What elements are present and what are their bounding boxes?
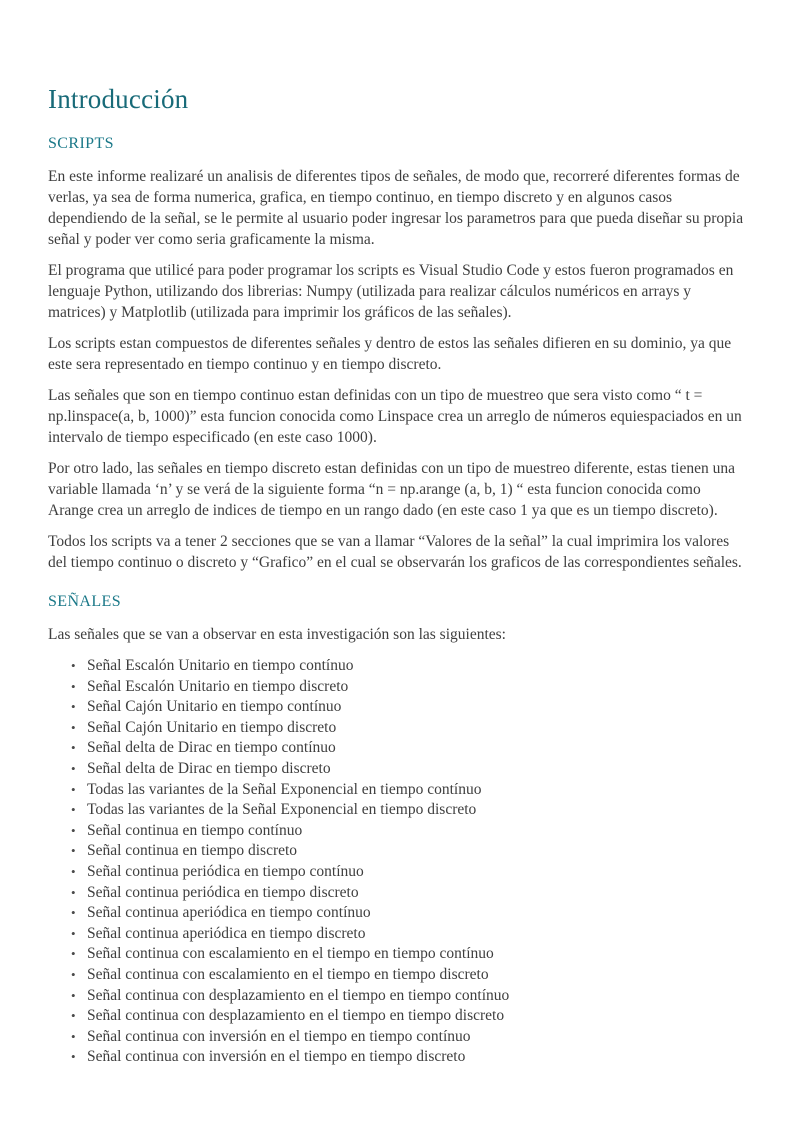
list-item-label: Señal continua en tiempo discreto — [87, 842, 298, 860]
list-item-label: Señal continua con inversión en el tiempo en tiempo contínuo — [87, 1027, 471, 1045]
list-item — [71, 965, 745, 986]
list-item — [71, 924, 745, 945]
list-item-label: Señal continua con inversión en el tiempo en tiempo discreto — [87, 1048, 466, 1066]
list-item-label: Señal continua aperiódica en tiempo contínuo — [87, 904, 371, 922]
list-item-label: Señal continua con desplazamiento en el tiempo en tiempo discreto — [87, 1007, 505, 1025]
list-item — [71, 759, 745, 780]
bullet-icon: • — [71, 946, 76, 962]
bullet-icon: • — [71, 966, 76, 982]
section-heading-senales: SEÑALES — [48, 593, 122, 610]
list-item-label: Señal Cajón Unitario en tiempo discreto — [87, 718, 337, 736]
paragraph: El programa que utilicé para poder programar los scripts es Visual Studio Code y estos fueron programados en lenguaje Python, utilizando dos librerias: Numpy (utilizada para realizar cálculos numéricos en arrays y matrices) y Matplotlib (utilizada para imprimir los gráficos de las señales). — [48, 262, 734, 321]
list-item-label: Señal continua con escalamiento en el tiempo en tiempo contínuo — [87, 945, 494, 963]
paragraph: Todos los scripts va a tener 2 secciones que se van a llamar “Valores de la señal” la cual imprimira los valores del tiempo continuo o discreto y “Grafico” en el cual se observarán los graficos de las correspondientes señales. — [48, 533, 742, 571]
list-item — [71, 903, 745, 924]
list-item — [71, 656, 745, 677]
list-item-label: Señal continua periódica en tiempo contínuo — [87, 862, 364, 880]
list-item — [71, 1027, 745, 1048]
bullet-icon: • — [71, 843, 76, 859]
paragraph: Por otro lado, las señales en tiempo discreto estan definidas con un tipo de muestreo diferente, estas tienen una variable llamada ‘n’ y se verá de la siguiente forma “n = np.arange (a, b, 1) “ esta funcion conocida como Arange crea un arreglo de indices de tiempo en un rango dado (en este caso 1 ya que es un tiempo discreto). — [48, 460, 735, 519]
paragraph: En este informe realizaré un analisis de diferentes tipos de señales, de modo que, recorreré diferentes formas de verlas, ya sea de forma numerica, grafica, en tiempo continuo, en tiempo discreto y en algunos casos dependiendo de la señal, se le permite al usuario poder ingresar los parametros para que pueda diseñar su propia señal y poder ver como seria graficamente la misma. — [48, 168, 744, 248]
bullet-icon: • — [71, 884, 76, 900]
list-item-label: Señal continua con escalamiento en el tiempo en tiempo discreto — [87, 965, 489, 983]
bullet-icon: • — [71, 863, 76, 879]
bullet-icon: • — [71, 760, 76, 776]
list-item-label: Señal continua con desplazamiento en el tiempo en tiempo contínuo — [87, 986, 510, 1004]
list-item-label: Señal Cajón Unitario en tiempo contínuo — [87, 698, 342, 716]
list-item — [71, 1047, 745, 1068]
bullet-icon: • — [71, 658, 76, 673]
list-item — [71, 718, 745, 739]
bullet-icon: • — [71, 822, 76, 838]
list-intro: Las señales que se van a observar en esta investigación son las siguientes: — [48, 626, 506, 643]
list-item — [71, 821, 745, 842]
list-item-label: Señal Escalón Unitario en tiempo contínuo — [87, 657, 354, 674]
list-item-label: Señal continua en tiempo contínuo — [87, 821, 303, 839]
list-item — [71, 862, 745, 883]
list-item-label: Señal delta de Dirac en tiempo contínuo — [87, 739, 336, 757]
bullet-icon: • — [71, 678, 76, 694]
bullet-icon: • — [71, 925, 76, 941]
section-heading-scripts: SCRIPTS — [48, 135, 114, 152]
list-item — [71, 697, 745, 718]
bullet-icon: • — [71, 1028, 76, 1044]
list-item — [71, 738, 745, 759]
list-item — [71, 841, 745, 862]
bullet-icon: • — [71, 740, 76, 756]
list-item — [71, 986, 745, 1007]
list-item-label: Señal delta de Dirac en tiempo discreto — [87, 759, 331, 777]
list-item-label: Todas las variantes de la Señal Exponencial en tiempo contínuo — [87, 780, 482, 798]
bullet-icon: • — [71, 719, 76, 735]
list-item-label: Señal Escalón Unitario en tiempo discreto — [87, 677, 349, 695]
bullet-icon: • — [71, 987, 76, 1003]
bullet-icon: • — [71, 1008, 76, 1024]
list-item — [71, 677, 745, 698]
bullet-icon: • — [71, 802, 76, 818]
list-item-label: Todas las variantes de la Señal Exponencial en tiempo discreto — [87, 801, 477, 819]
list-item — [71, 944, 745, 965]
bullet-icon: • — [71, 781, 76, 797]
bullet-icon: • — [71, 699, 76, 715]
signal-list — [48, 656, 745, 1068]
list-item — [71, 800, 745, 821]
list-item — [71, 1006, 745, 1027]
list-item — [71, 780, 745, 801]
list-item-label: Señal continua periódica en tiempo discreto — [87, 883, 359, 901]
paragraph: Los scripts estan compuestos de diferentes señales y dentro de estos las señales difieren en su dominio, ya que este sera representado en tiempo continuo y en tiempo discreto. — [48, 335, 732, 373]
page-title: Introducción — [48, 84, 189, 114]
bullet-icon: • — [71, 905, 76, 921]
list-item — [71, 883, 745, 904]
list-item-label: Señal continua aperiódica en tiempo discreto — [87, 924, 366, 942]
paragraph: Las señales que son en tiempo continuo estan definidas con un tipo de muestreo que sera visto como “ t = np.linspace(a, b, 1000)” esta funcion conocida como Linspace crea un arreglo de números equiespaciados en un intervalo de tiempo especificado (en este caso 1000). — [48, 387, 742, 446]
bullet-icon: • — [71, 1049, 76, 1065]
